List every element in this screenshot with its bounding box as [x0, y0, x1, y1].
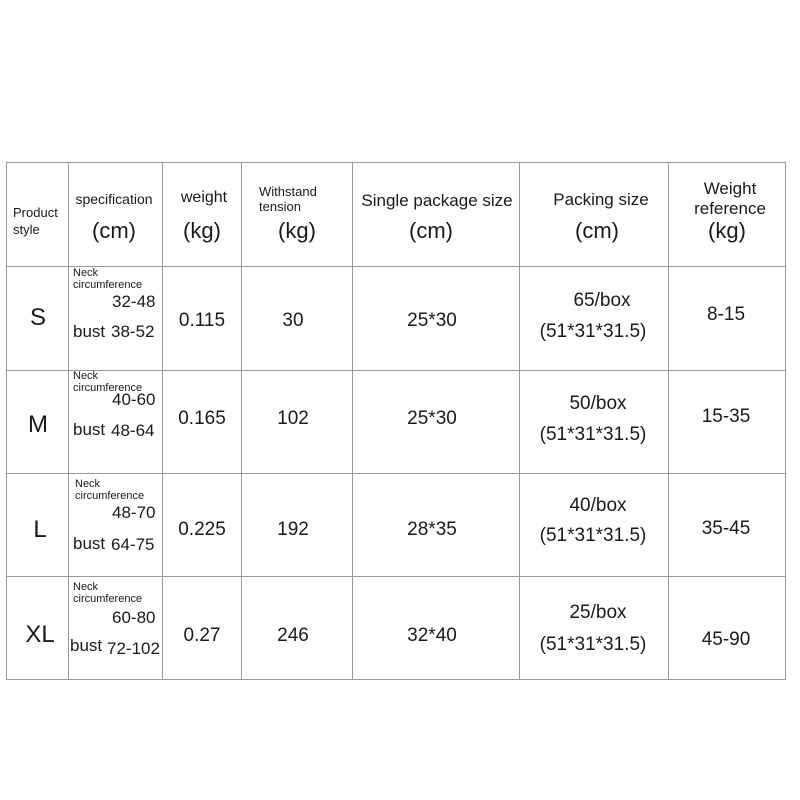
- column-divider: [668, 163, 669, 679]
- weight-reference-value: 15-35: [701, 406, 751, 427]
- bust-label: bust: [73, 534, 106, 553]
- weight-value: 0.225: [178, 519, 226, 540]
- neck-circumference-value: 48-70: [112, 503, 156, 522]
- packing-dims-value: (51*31*31.5): [539, 321, 647, 342]
- header-product-style: Product style: [13, 205, 58, 237]
- column-divider: [241, 163, 242, 679]
- single-package-value: 25*30: [407, 408, 457, 429]
- size-label: M: [28, 411, 48, 438]
- tension-value: 192: [277, 519, 309, 540]
- bust-value: 72-102: [107, 639, 160, 658]
- weight-reference-value: 8-15: [706, 304, 746, 325]
- bust-value: 38-52: [111, 322, 155, 341]
- header-single-package-unit: (cm): [409, 218, 453, 243]
- header-weight-reference: Weight reference: [694, 179, 766, 219]
- neck-circumference-label: Neck circumference: [73, 581, 143, 605]
- column-divider: [519, 163, 520, 679]
- row-divider: [7, 473, 785, 474]
- packing-dims-value: (51*31*31.5): [539, 424, 647, 445]
- bust-label: bust: [73, 322, 106, 341]
- tension-value: 246: [277, 625, 309, 646]
- weight-value: 0.165: [178, 408, 226, 429]
- bust-value: 64-75: [111, 535, 155, 554]
- packing-dims-value: (51*31*31.5): [539, 634, 647, 655]
- tension-value: 102: [277, 408, 309, 429]
- weight-reference-value: 45-90: [701, 629, 751, 650]
- header-weight-reference-unit: (kg): [708, 218, 746, 243]
- neck-circumference-value: 60-80: [112, 608, 156, 627]
- header-weight-unit: (kg): [183, 218, 221, 243]
- size-label: S: [29, 304, 47, 331]
- header-packing-unit: (cm): [575, 218, 619, 243]
- packing-count-value: 65/box: [573, 290, 631, 311]
- single-package-value: 28*35: [407, 519, 457, 540]
- header-weight: weight: [180, 189, 228, 206]
- neck-circumference-label: Neck circumference: [73, 267, 143, 291]
- weight-reference-value: 35-45: [701, 518, 751, 539]
- tension-value: 30: [282, 310, 304, 331]
- column-divider: [352, 163, 353, 679]
- column-divider: [68, 163, 69, 679]
- row-divider: [7, 266, 785, 267]
- bust-value: 48-64: [111, 421, 155, 440]
- header-single-package-size: Single package size: [361, 191, 513, 210]
- packing-count-value: 40/box: [569, 495, 627, 516]
- weight-value: 0.115: [178, 310, 226, 331]
- header-withstand-unit: (kg): [278, 218, 316, 243]
- size-specification-table: [6, 162, 786, 680]
- packing-count-value: 50/box: [569, 393, 627, 414]
- header-packing-size: Packing size: [553, 190, 649, 209]
- single-package-value: 25*30: [407, 310, 457, 331]
- row-divider: [7, 576, 785, 577]
- neck-circumference-value: 40-60: [112, 390, 156, 409]
- column-divider: [162, 163, 163, 679]
- packing-count-value: 25/box: [569, 602, 627, 623]
- neck-circumference-label: Neck circumference: [73, 370, 143, 394]
- header-withstand-tension: Withstand tension: [259, 184, 317, 214]
- neck-circumference-label: Neck circumference: [75, 478, 145, 502]
- header-specification: specification: [75, 191, 153, 207]
- packing-dims-value: (51*31*31.5): [539, 525, 647, 546]
- weight-value: 0.27: [183, 625, 221, 646]
- bust-label: bust: [70, 636, 103, 655]
- size-label: L: [33, 516, 47, 543]
- header-specification-unit: (cm): [92, 218, 136, 243]
- size-label: XL: [25, 621, 55, 648]
- neck-circumference-value: 32-48: [112, 292, 156, 311]
- single-package-value: 32*40: [407, 625, 457, 646]
- bust-label: bust: [73, 420, 106, 439]
